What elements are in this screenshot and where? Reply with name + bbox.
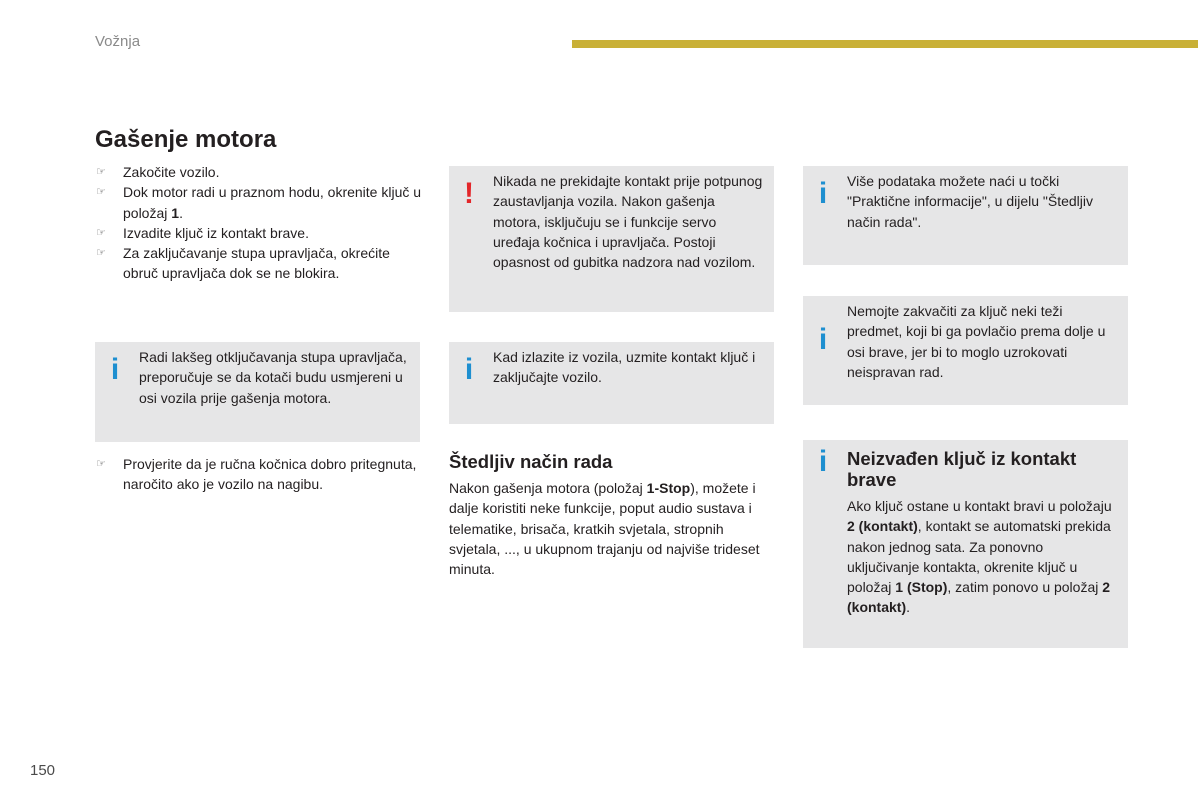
shutdown-steps [95,162,425,284]
key-left-content [847,448,1118,618]
key-left-heading: Neizvađen ključ iz kontakt brave [847,448,1077,490]
warning-icon: ! [464,177,474,210]
warning-box-contact [449,166,774,312]
info-leave-text: Kad izlazite iz vozila, uzmite kontakt ključ i zaključajte vozilo. [493,349,756,386]
list-item: ☞ Dok motor radi u praznom hodu, okrenite ključ u položaj 1. [96,184,422,221]
info-icon: i [818,445,828,478]
info-box-heavy-object [803,296,1128,405]
info-more-text: Više podataka možete naći u točki "Praktične informacije", u dijelu "Štedljiv način rada". [847,173,1094,230]
list-item: ☞ Provjerite da je ručna kočnica dobro pritegnuta, naročito ako je vozilo na nagibu. [96,456,417,493]
hand-pointer-icon: ☞ [96,166,106,178]
hand-pointer-icon: ☞ [96,186,106,199]
info-steering-text: Radi lakšeg otključavanja stupa upravljača, preporučuje se da kotači budu usmjereni u osi vozila prije gašenja motora. [139,349,407,406]
section-label: Vožnja [95,33,141,50]
info-icon: i [818,177,828,210]
hand-pointer-icon: ☞ [96,247,106,260]
eco-mode-heading: Štedljiv način rada [449,451,613,472]
eco-mode-text: Nakon gašenja motora (položaj 1-Stop), možete i dalje koristiti neke funkcije, poput audio sustava i telematike, brisača, kratkih svjetala, stropnih svjetala, ..., u ukupnom trajanju od najviše trideset minuta. [449,480,760,578]
header-accent-rule [572,40,1198,48]
hand-pointer-icon: ☞ [96,458,106,470]
info-box-steering [95,342,420,442]
list-item: ☞ Za zaključavanje stupa upravljača, okrećite obruč upravljača dok se ne blokira. [96,245,390,282]
info-box-more-data [803,166,1128,265]
page-title: Gašenje motora [95,126,277,153]
info-icon: i [110,353,120,386]
key-left-text: Ako ključ ostane u kontakt bravi u položaju 2 (kontakt), kontakt se automatski prekida nakon jednog sata. Za ponovno uključivanje kontakta, okrenite ključ u položaj 1 (Stop), zatim ponovo u položaj 2 (kontakt). [847,498,1112,616]
handbrake-step [95,454,425,495]
warning-contact-text: Nikada ne prekidajte kontakt prije potpunog zaustavljanja vozila. Nakon gašenja motora, isključuju se i funkcije servo uređaja kočnica i upravljača. Postoji opasnost od gubitka nadzora nad vozilom. [493,173,763,271]
info-icon: i [818,323,828,356]
list-item: ☞ Zakočite vozilo. [95,162,425,182]
hand-pointer-icon: ☞ [96,226,106,239]
list-item: ☞ Izvadite ključ iz kontakt brave. [95,223,425,243]
info-box-key-left [803,440,1128,648]
page-number: 150 [30,762,56,779]
info-icon: i [464,353,474,386]
info-box-leave-vehicle [449,342,774,424]
info-heavy-text: Nemojte zakvačiti za ključ neki teži predmet, koji bi ga povlačio prema dolje u osi brave, jer bi to moglo uzrokovati neispravan rad. [847,303,1106,380]
